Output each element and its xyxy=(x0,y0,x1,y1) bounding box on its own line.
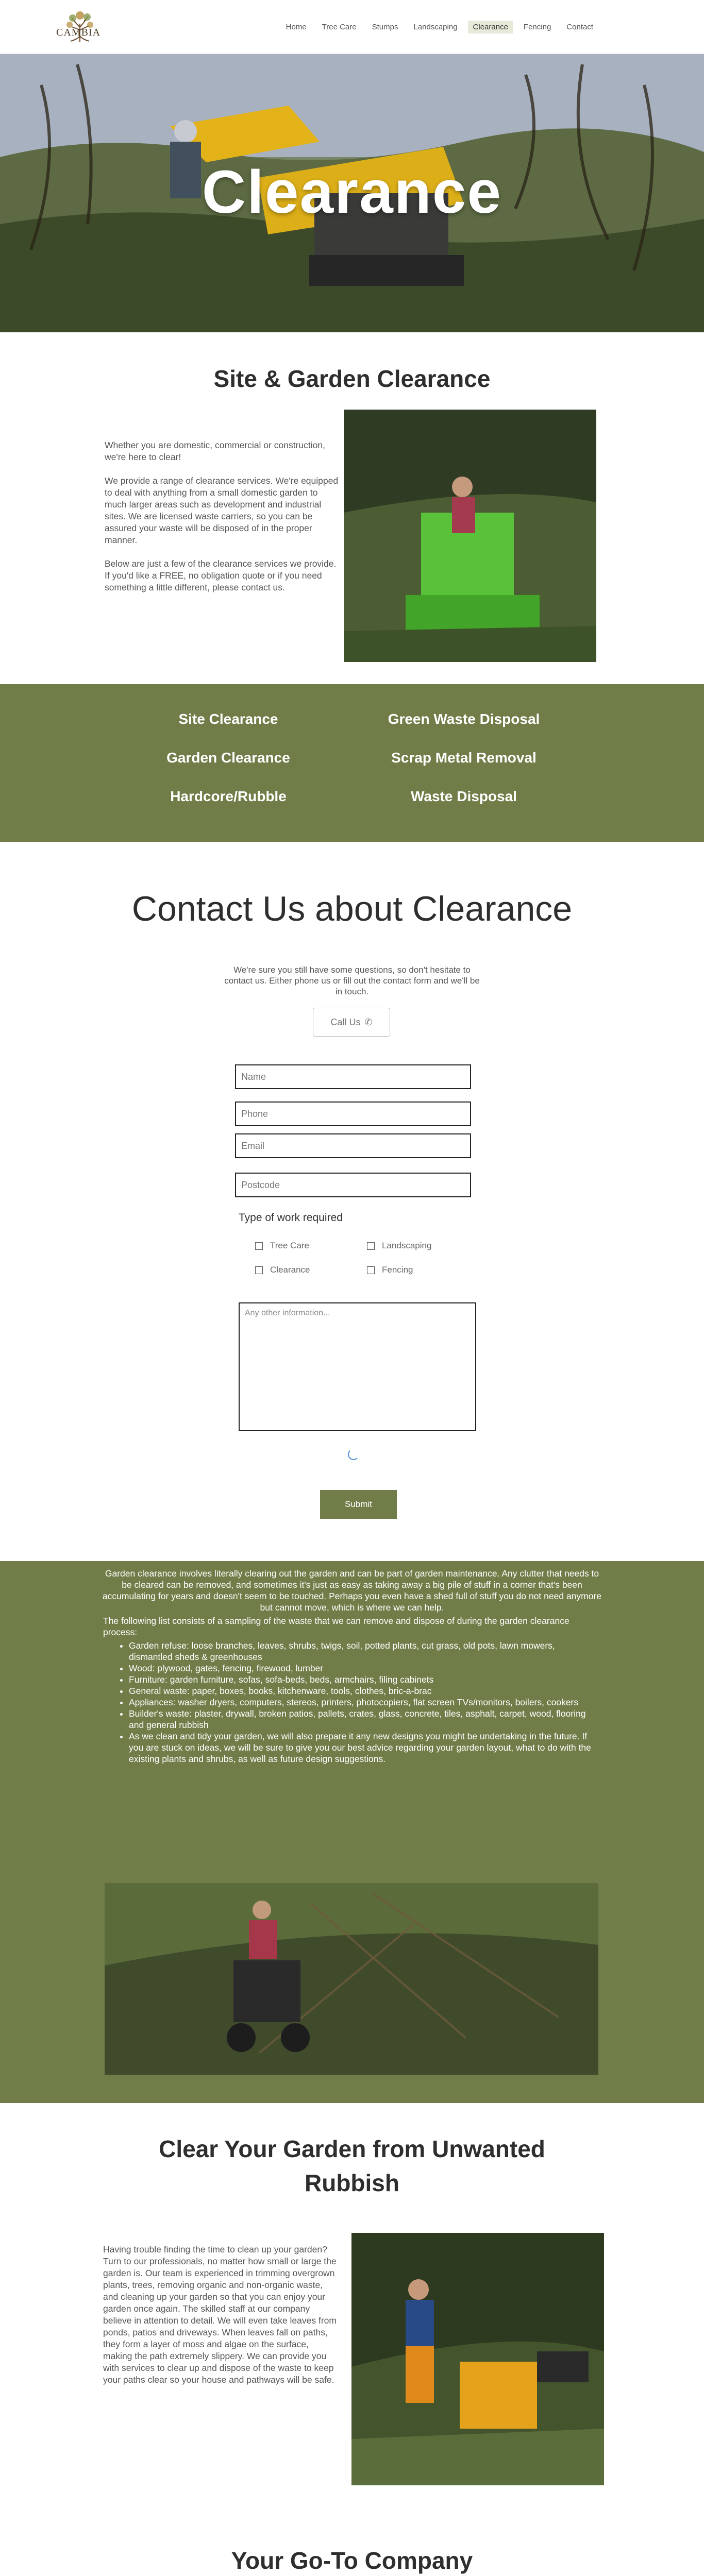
option-fencing[interactable] xyxy=(367,1265,413,1275)
intro-paragraph-2: We provide a range of clearance services. We're equipped to deal with anything from a small domestic garden to much larger areas such as development and industrial sites. We are licensed waste carriers, so you can be assured your waste will be disposed of in the proper manner. xyxy=(105,476,339,545)
waste-list-item: • Garden refuse: loose branches, leaves, shrubs, twigs, soil, potted plants, cut grass, old pots, lawn mowers, dismantled sheds & greenhouses xyxy=(129,1640,598,1663)
loading-spinner-icon xyxy=(348,1449,359,1460)
fencing-label: Fencing xyxy=(382,1265,413,1275)
nav-contact[interactable]: Contact xyxy=(566,23,593,31)
submit-button[interactable]: Submit xyxy=(320,1490,397,1519)
hero-title: Clearance xyxy=(202,158,502,226)
waste-list-item: • Furniture: garden furniture, sofas, sofa-beds, beds, armchairs, filing cabinets xyxy=(129,1674,598,1685)
garden-clearance-photo xyxy=(105,1883,598,2075)
phone-input[interactable]: Phone xyxy=(235,1101,471,1126)
landscaping-label: Landscaping xyxy=(382,1241,432,1250)
nav-stumps[interactable]: Stumps xyxy=(372,23,398,31)
call-us-button[interactable] xyxy=(313,1008,390,1037)
worker-clearing-garden-image xyxy=(105,1883,598,2075)
mower-photo xyxy=(344,410,596,662)
phone-icon: ✆ xyxy=(364,1016,373,1027)
message-textarea[interactable]: Any other information... xyxy=(239,1302,476,1431)
cambia-logo[interactable] xyxy=(49,4,111,50)
service-hardcore-rubble: Hardcore/Rubble xyxy=(170,788,287,804)
option-clearance[interactable] xyxy=(255,1265,310,1275)
info-paragraph-2: The following list consists of a sampling of the waste that we can remove and dispose of during the garden clearance process: xyxy=(103,1616,569,1637)
waste-list-item: • As we clean and tidy your garden, we will also prepare it any new designs you might be undertaking in the future. If you are stuck on ideas, we will be sure to give you our best advice regarding your garden layout, what to do with the existing plants and shrubs, as well as future design suggestions. xyxy=(129,1731,598,1765)
green-flail-mower-image xyxy=(344,410,596,662)
intro-paragraph-3: Below are just a few of the clearance services we provide. If you'd like a FREE, no obligation quote or if you need something a little different, please contact us. xyxy=(105,558,337,592)
service-waste-disposal: Waste Disposal xyxy=(411,788,517,804)
waste-list-item: • Builder's waste: plaster, drywall, broken patios, pallets, crates, glass, concrete, tiles, asphalt, carpet, wood, flooring and general rubbish xyxy=(129,1708,598,1731)
fencing-checkbox[interactable] xyxy=(367,1266,375,1274)
service-green-waste: Green Waste Disposal xyxy=(388,711,540,727)
rubbish-text: Having trouble finding the time to clean up your garden? Turn to our professionals, no matter how small or large the garden is. Our team is experienced in trimming overgrown plants, trees, removing organic and non-organic waste, and cleaning up your garden so that you can enjoy your garden once again. The skilled staff at our company believe in attention to detail. We will even take leaves from ponds, patios and driveways. When leaves fall on paths, they form a layer of moss and algae on the surface, making the path extremely slippery. We can provide you with services to clear up and dispose of the waste to keep your paths clear so your house and pathways will be safe. xyxy=(103,2244,337,2385)
nav-fencing[interactable]: Fencing xyxy=(523,23,551,31)
landscaping-checkbox[interactable] xyxy=(367,1242,375,1250)
service-garden-clearance: Garden Clearance xyxy=(166,750,290,766)
work-type-label: Type of work required xyxy=(239,1212,343,1224)
brand-name: CAMBIA xyxy=(56,27,101,38)
nav-tree-care[interactable]: Tree Care xyxy=(322,23,357,31)
email-input[interactable]: Email xyxy=(235,1133,471,1158)
intro-heading: Site & Garden Clearance xyxy=(213,365,491,392)
tree-care-checkbox[interactable] xyxy=(255,1242,263,1250)
call-us-label: Call Us xyxy=(330,1016,361,1027)
services-band xyxy=(0,684,704,842)
worker-with-mini-digger-image xyxy=(351,2233,604,2485)
intro-paragraph-1: Whether you are domestic, commercial or construction, we're here to clear! xyxy=(105,440,325,462)
info-paragraph-1: Garden clearance involves literally clearing out the garden and can be part of garden maintenance. Any clutter that needs to be cleared can be removed, and sometimes it's just as easy as taking away a big pile of stuff in a corner that's been accumulating for years and doesn't seem to be touched. Perhaps you even have a shed full of stuff you do not need anymore but cannot move, which is where we can help. xyxy=(102,1568,602,1613)
nav-landscaping[interactable]: Landscaping xyxy=(413,23,458,31)
site-header xyxy=(0,0,704,54)
tree-care-label: Tree Care xyxy=(270,1241,309,1250)
option-tree-care[interactable] xyxy=(255,1241,309,1251)
postcode-input[interactable]: Postcode xyxy=(235,1173,471,1197)
contact-intro: We're sure you still have some questions, so don't hesitate to contact us. Either phone us or fill out the contact form and we'll be in touch. xyxy=(224,965,480,996)
clearance-checkbox[interactable] xyxy=(255,1266,263,1274)
company-heading: Your Go-To Company xyxy=(231,2547,473,2574)
main-nav xyxy=(281,21,598,33)
intro-text xyxy=(105,439,339,594)
clearance-label: Clearance xyxy=(270,1265,310,1275)
service-scrap-metal: Scrap Metal Removal xyxy=(391,750,537,766)
nav-clearance[interactable]: Clearance xyxy=(468,21,513,33)
rubbish-heading: Clear Your Garden from Unwanted Rubbish xyxy=(159,2136,545,2196)
nav-home[interactable]: Home xyxy=(286,23,307,31)
hero-banner xyxy=(0,54,704,332)
contact-title: Contact Us about Clearance xyxy=(131,889,573,928)
waste-list xyxy=(119,1640,598,1765)
waste-list-item: • Appliances: washer dryers, computers, stereos, printers, photocopiers, flat screen TVs/monitors, boilers, cookers xyxy=(129,1697,598,1708)
mini-digger-photo xyxy=(351,2233,604,2485)
service-site-clearance: Site Clearance xyxy=(178,711,278,727)
option-landscaping[interactable] xyxy=(367,1241,431,1251)
waste-list-item: • General waste: paper, boxes, books, kitchenware, tools, clothes, bric-a-brac xyxy=(129,1685,598,1697)
waste-list-item: • Wood: plywood, gates, fencing, firewood, lumber xyxy=(129,1663,598,1674)
name-input[interactable]: Name xyxy=(235,1064,471,1089)
